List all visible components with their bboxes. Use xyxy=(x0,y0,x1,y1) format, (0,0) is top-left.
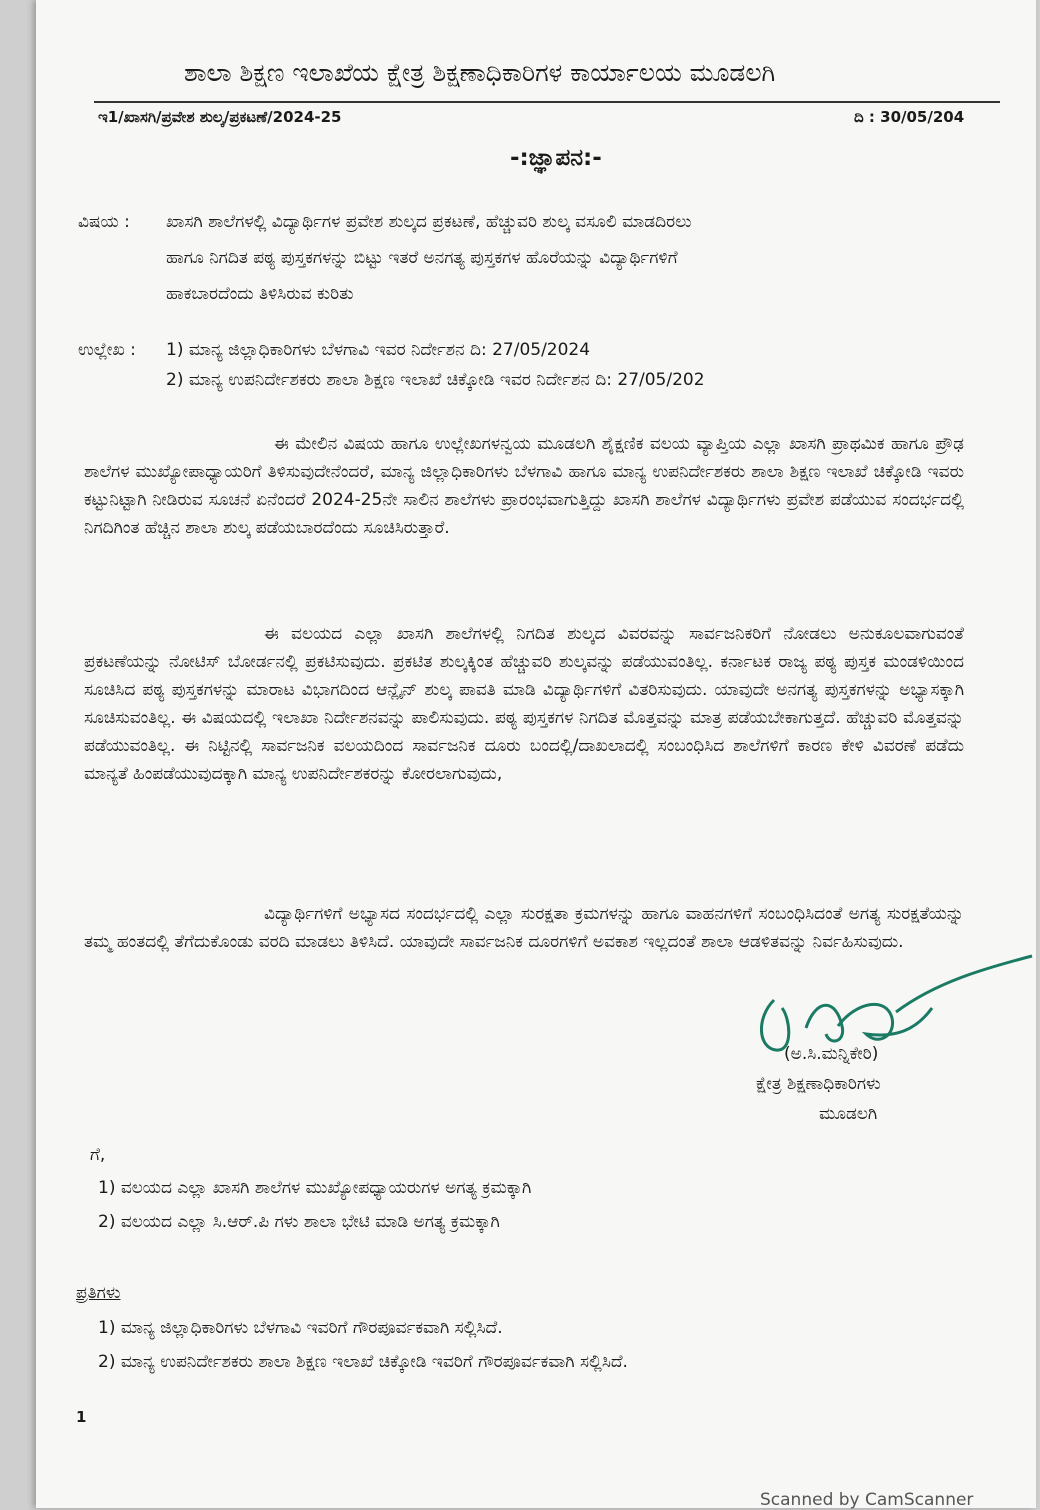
subject-line: ಖಾಸಗಿ ಶಾಲೆಗಳಲ್ಲಿ ವಿದ್ಯಾರ್ಥಿಗಳ ಪ್ರವೇಶ ಶುಲ್ಕದ ಪ್ರಕಟಣೆ, ಹೆಚ್ಚುವರಿ ಶುಲ್ಕ ವಸೂಲಿ ಮಾಡದಿರಲು xyxy=(166,212,692,232)
signatory-designation: ಕ್ಷೇತ್ರ ಶಿಕ್ಷಣಾಧಿಕಾರಿಗಳು xyxy=(756,1074,881,1094)
subject-line: ಹಾಕಬಾರದೆಂದು ತಿಳಿಸಿರುವ ಕುರಿತು xyxy=(166,284,354,304)
signatory-place: ಮೂಡಲಗಿ xyxy=(819,1104,878,1124)
body-paragraph-2: ಈ ವಲಯದ ಎಲ್ಲಾ ಖಾಸಗಿ ಶಾಲೆಗಳಲ್ಲಿ ನಿಗದಿತ ಶುಲ್ಕದ ವಿವರವನ್ನು ಸಾರ್ವಜನಿಕರಿಗೆ ನೋಡಲು ಅನುಕೂಲವಾಗುವಂತೆ ಪ್ರಕಟಣೆಯನ್ನು ನೋಟಿಸ್ ಬೋರ್ಡನಲ್ಲಿ ಪ್ರಕಟಿಸುವುದು. ಪ್ರಕಟಿತ ಶುಲ್ಕಕ್ಕಿಂತ ಹೆಚ್ಚುವರಿ ಶುಲ್ಕವನ್ನು ಪಡೆಯುವಂತಿಲ್ಲ. ಕರ್ನಾಟಕ ರಾಜ್ಯ ಪಠ್ಯ ಪುಸ್ತಕ ಮಂಡಳಿಯಿಂದ ಸೂಚಿಸಿದ ಪಠ್ಯ ಪುಸ್ತಕಗಳನ್ನು ಮಾರಾಟ ವಿಭಾಗದಿಂದ ಆನ್ಲೈನ್ ಶುಲ್ಕ ಪಾವತಿ ಮಾಡಿ ವಿದ್ಯಾರ್ಥಿಗಳಿಗೆ ವಿತರಿಸುವುದು. ಯಾವುದೇ ಅನಗತ್ಯ ಪುಸ್ತಕಗಳನ್ನು ಅಭ್ಯಾಸಕ್ಕಾಗಿ ಸೂಚಿಸುವಂತಿಲ್ಲ. ಈ ವಿಷಯದಲ್ಲಿ ಇಲಾಖಾ ನಿರ್ದೇಶನವನ್ನು ಪಾಲಿಸುವುದು. ಪಠ್ಯ ಪುಸ್ತಕಗಳ ನಿಗದಿತ ಮೊತ್ತವನ್ನು ಮಾತ್ರ ಪಡೆಯಬೇಕಾಗುತ್ತದೆ. ಹೆಚ್ಚುವರಿ ಮೊತ್ತವನ್ನು ಪಡೆಯುವಂತಿಲ್ಲ. ಈ ನಿಟ್ಟಿನಲ್ಲಿ ಸಾರ್ವಜನಿಕ ವಲಯದಿಂದ ಸಾರ್ವಜನಿಕ ದೂರು ಬಂದಲ್ಲಿ/ದಾಖಲಾದಲ್ಲಿ ಸಂಬಂಧಿಸಿದ ಶಾಲೆಗಳಿಗೆ ಕಾರಣ ಕೇಳಿ ವಿವರಣೆ ಪಡೆದು ಮಾನ್ಯತೆ ಹಿಂಪಡೆಯುವುದಕ್ಕಾಗಿ ಮಾನ್ಯ ಉಪನಿರ್ದೇಶಕರನ್ನು ಕೋರಲಾಗುವುದು, xyxy=(84,624,964,784)
scanner-watermark: Scanned by CamScanner xyxy=(760,1490,974,1510)
body-paragraph-3: ವಿದ್ಯಾರ್ಥಿಗಳಿಗೆ ಅಭ್ಯಾಸದ ಸಂದರ್ಭದಲ್ಲಿ ಎಲ್ಲಾ ಸುರಕ್ಷತಾ ಕ್ರಮಗಳನ್ನು ಹಾಗೂ ವಾಹನಗಳಿಗೆ ಸಂಬಂಧಿಸಿದಂತೆ ಅಗತ್ಯ ಸುರಕ್ಷತೆಯನ್ನು ತಮ್ಮ ಹಂತದಲ್ಲಿ ತೆಗೆದುಕೊಂಡು ವರದಿ ಮಾಡಲು ತಿಳಿಸಿದೆ. ಯಾವುದೇ ಸಾರ್ವಜನಿಕ ದೂರಗಳಿಗೆ ಅವಕಾಶ ಇಲ್ಲದಂತೆ ಶಾಲಾ ಆಡಳಿತವನ್ನು ನಿರ್ವಹಿಸುವುದು. xyxy=(84,904,964,952)
reference-item: 2) ಮಾನ್ಯ ಉಪನಿರ್ದೇಶಕರು ಶಾಲಾ ಶಿಕ್ಷಣ ಇಲಾಖೆ ಚಿಕ್ಕೋಡಿ ಇವರ ನಿರ್ದೇಶನ ದಿ: 27/05/202 xyxy=(166,370,705,390)
to-item: 1) ವಲಯದ ಎಲ್ಲಾ ಖಾಸಗಿ ಶಾಲೆಗಳ ಮುಖ್ಯೋಪಧ್ಯಾಯರುಗಳ ಅಗತ್ಯ ಕ್ರಮಕ್ಕಾಗಿ xyxy=(98,1178,532,1198)
signatory-name: (ಅ.ಸಿ.ಮನ್ನಿಕೇರಿ) xyxy=(784,1044,879,1064)
copy-item: 1) ಮಾನ್ಯ ಜಿಲ್ಲಾಧಿಕಾರಿಗಳು ಬೆಳಗಾವಿ ಇವರಿಗೆ ಗೌರಪೂರ್ವಕವಾಗಿ ಸಲ್ಲಿಸಿದೆ. xyxy=(98,1318,503,1338)
to-item: 2) ವಲಯದ ಎಲ್ಲಾ ಸಿ.ಆರ್.ಪಿ ಗಳು ಶಾಲಾ ಭೇಟಿ ಮಾಡಿ ಅಗತ್ಯ ಕ್ರಮಕ್ಕಾಗಿ xyxy=(98,1212,500,1232)
copy-item: 2) ಮಾನ್ಯ ಉಪನಿರ್ದೇಶಕರು ಶಾಲಾ ಶಿಕ್ಷಣ ಇಲಾಖೆ ಚಿಕ್ಕೋಡಿ ಇವರಿಗೆ ಗೌರಪೂರ್ವಕವಾಗಿ ಸಲ್ಲಿಸಿದೆ. xyxy=(98,1352,628,1372)
references-label: ಉಲ್ಲೇಖ : xyxy=(78,340,136,360)
copies-label: ಪ್ರತಿಗಳು xyxy=(76,1283,121,1303)
body-paragraph-1: ಈ ಮೇಲಿನ ವಿಷಯ ಹಾಗೂ ಉಲ್ಲೇಖಗಳನ್ವಯ ಮೂಡಲಗಿ ಶೈಕ್ಷಣಿಕ ವಲಯ ವ್ಯಾಪ್ತಿಯ ಎಲ್ಲಾ ಖಾಸಗಿ ಪ್ರಾಥಮಿಕ ಹಾಗೂ ಪ್ರೌಢ ಶಾಲೆಗಳ ಮುಖ್ಯೋಪಾಧ್ಯಾಯರಿಗೆ ತಿಳಿಸುವುದೇನೆಂದರೆ, ಮಾನ್ಯ ಜಿಲ್ಲಾಧಿಕಾರಿಗಳು ಬೆಳಗಾವಿ ಹಾಗೂ ಮಾನ್ಯ ಉಪನಿರ್ದೇಶಕರು ಶಾಲಾ ಶಿಕ್ಷಣ ಇಲಾಖೆ ಚಿಕ್ಕೋಡಿ ಇವರು ಕಟ್ಟುನಿಟ್ಟಾಗಿ ನೀಡಿರುವ ಸೂಚನೆ ಏನೆಂದರೆ 2024-25ನೇ ಸಾಲಿನ ಶಾಲೆಗಳು ಪ್ರಾರಂಭವಾಗುತ್ತಿದ್ದು ಖಾಸಗಿ ಶಾಲೆಗಳ ವಿದ್ಯಾರ್ಥಿಗಳು ಪ್ರವೇಶ ಪಡೆಯುವ ಸಂದರ್ಭದಲ್ಲಿ ನಿಗದಿಗಿಂತ ಹೆಚ್ಚಿನ ಶಾಲಾ ಶುಲ್ಕ ಪಡೆಯಬಾರದೆಂದು ಸೂಚಿಸಿರುತ್ತಾರೆ. xyxy=(84,434,964,538)
subject-line: ಹಾಗೂ ನಿಗದಿತ ಪಠ್ಯ ಪುಸ್ತಕಗಳನ್ನು ಬಿಟ್ಟು ಇತರೆ ಅನಗತ್ಯ ಪುಸ್ತಕಗಳ ಹೊರೆಯನ್ನು ವಿದ್ಯಾರ್ಥಿಗಳಿಗೆ xyxy=(166,248,678,268)
letter-date: ದಿ : 30/05/204 xyxy=(854,108,965,126)
to-label: ಗೆ, xyxy=(90,1145,106,1165)
office-heading: ಶಾಲಾ ಶಿಕ್ಷಣ ಇಲಾಖೆಯ ಕ್ಷೇತ್ರ ಶಿಕ್ಷಣಾಧಿಕಾರಿಗಳ ಕಾರ್ಯಾಲಯ ಮೂಡಲಗಿ xyxy=(184,58,776,87)
page-number: 1 xyxy=(76,1408,87,1426)
reference-item: 1) ಮಾನ್ಯ ಜಿಲ್ಲಾಧಿಕಾರಿಗಳು ಬೆಳಗಾವಿ ಇವರ ನಿರ್ದೇಶನ ದಿ: 27/05/2024 xyxy=(166,340,591,360)
reference-number: ಇ1/ಖಾಸಗಿ/ಪ್ರವೇಶ ಶುಲ್ಕ/ಪ್ರಕಟಣೆ/2024-25 xyxy=(98,108,342,126)
memo-title: -:ಜ್ಞಾಪನ:- xyxy=(510,145,602,171)
header-divider xyxy=(94,101,1000,103)
letter-page xyxy=(36,0,1036,1508)
subject-label: ವಿಷಯ : xyxy=(78,212,130,232)
